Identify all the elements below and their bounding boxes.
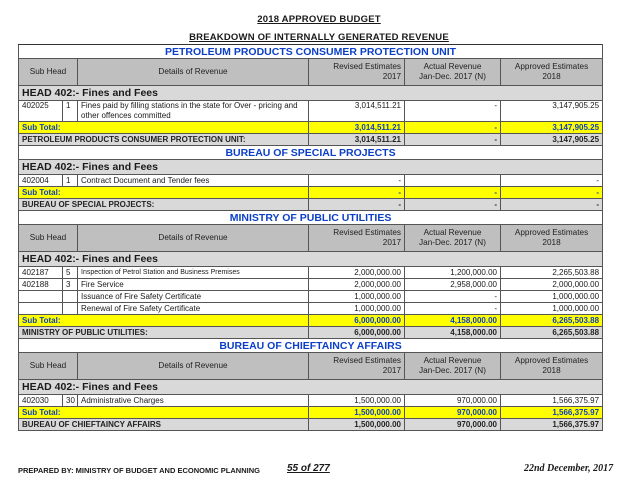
col-actual: Actual Revenue Jan-Dec. 2017 (N) bbox=[405, 59, 501, 86]
row-revised: 3,014,511.21 bbox=[309, 101, 405, 122]
section-title-row bbox=[19, 45, 603, 59]
subtotal-revised: 6,000,000.00 bbox=[309, 315, 405, 327]
subtotal-row bbox=[19, 122, 603, 134]
subtotal-label: Sub Total: bbox=[19, 315, 309, 327]
subtotal-row bbox=[19, 187, 603, 199]
document-title: 2018 APPROVED BUDGET bbox=[257, 14, 381, 25]
row-actual: 970,000.00 bbox=[405, 395, 501, 407]
row-number bbox=[63, 303, 78, 315]
total-approved: 3,147,905.25 bbox=[501, 134, 603, 146]
row-approved: 2,000,000.00 bbox=[501, 279, 603, 291]
head-row bbox=[19, 86, 603, 101]
revenue-table bbox=[18, 44, 603, 431]
head-label: HEAD 402:- Fines and Fees bbox=[19, 252, 603, 267]
row-number: 1 bbox=[63, 175, 78, 187]
row-actual: - bbox=[405, 291, 501, 303]
subtotal-approved: 1,566,375.97 bbox=[501, 407, 603, 419]
head-label: HEAD 402:- Fines and Fees bbox=[19, 86, 603, 101]
section-title: BUREAU OF SPECIAL PROJECTS bbox=[19, 146, 603, 160]
subtotal-row bbox=[19, 407, 603, 419]
row-code: 402188 bbox=[19, 279, 63, 291]
section-title: PETROLEUM PRODUCTS CONSUMER PROTECTION UNIT bbox=[19, 45, 603, 59]
subtotal-revised: 3,014,511.21 bbox=[309, 122, 405, 134]
col-sub-head: Sub Head bbox=[19, 225, 78, 252]
row-code: 402025 bbox=[19, 101, 63, 122]
column-header-row bbox=[19, 225, 603, 252]
head-row bbox=[19, 252, 603, 267]
page-number: 55 of 277 bbox=[287, 463, 330, 474]
row-description: Contract Document and Tender fees bbox=[78, 175, 309, 187]
col-approved: Approved Estimates 2018 bbox=[501, 59, 603, 86]
col-revised: Revised Estimates 2017 bbox=[309, 59, 405, 86]
row-code bbox=[19, 291, 63, 303]
row-number bbox=[63, 291, 78, 303]
row-revised: 2,000,000.00 bbox=[309, 267, 405, 279]
head-row bbox=[19, 160, 603, 175]
row-approved: 2,265,503.88 bbox=[501, 267, 603, 279]
subtotal-row bbox=[19, 315, 603, 327]
total-revised: - bbox=[309, 199, 405, 211]
total-label: BUREAU OF CHIEFTAINCY AFFAIRS bbox=[19, 419, 309, 431]
total-approved: - bbox=[501, 199, 603, 211]
total-revised: 3,014,511.21 bbox=[309, 134, 405, 146]
subtotal-approved: - bbox=[501, 187, 603, 199]
subtotal-actual: 970,000.00 bbox=[405, 407, 501, 419]
row-description: Inspection of Petrol Station and Business Premises bbox=[78, 267, 309, 279]
subtotal-revised: - bbox=[309, 187, 405, 199]
section-total-row bbox=[19, 419, 603, 431]
section-total-row bbox=[19, 199, 603, 211]
subtotal-actual: 4,158,000.00 bbox=[405, 315, 501, 327]
total-actual: 970,000.00 bbox=[405, 419, 501, 431]
row-code: 402004 bbox=[19, 175, 63, 187]
total-revised: 6,000,000.00 bbox=[309, 327, 405, 339]
table-row bbox=[19, 279, 603, 291]
row-actual: 1,200,000.00 bbox=[405, 267, 501, 279]
table-row bbox=[19, 101, 603, 122]
head-row bbox=[19, 380, 603, 395]
row-actual: - bbox=[405, 303, 501, 315]
total-label: MINISTRY OF PUBLIC UTILITIES: bbox=[19, 327, 309, 339]
row-revised: - bbox=[309, 175, 405, 187]
section-title-row bbox=[19, 339, 603, 353]
subtotal-label: Sub Total: bbox=[19, 122, 309, 134]
total-approved: 1,566,375.97 bbox=[501, 419, 603, 431]
section-title: MINISTRY OF PUBLIC UTILITIES bbox=[19, 211, 603, 225]
row-description: Issuance of Fire Safety Certificate bbox=[78, 291, 309, 303]
column-header-row bbox=[19, 353, 603, 380]
col-approved: Approved Estimates 2018 bbox=[501, 353, 603, 380]
row-description: Administrative Charges bbox=[78, 395, 309, 407]
row-number: 30 bbox=[63, 395, 78, 407]
prepared-by: PREPARED BY: MINISTRY OF BUDGET AND ECONOMIC PLANNING bbox=[18, 466, 260, 475]
section-total-row bbox=[19, 134, 603, 146]
subtotal-approved: 6,265,503.88 bbox=[501, 315, 603, 327]
subtotal-actual: - bbox=[405, 122, 501, 134]
subtotal-revised: 1,500,000.00 bbox=[309, 407, 405, 419]
subtotal-approved: 3,147,905.25 bbox=[501, 122, 603, 134]
row-actual: 2,958,000.00 bbox=[405, 279, 501, 291]
row-revised: 1,000,000.00 bbox=[309, 291, 405, 303]
row-number: 5 bbox=[63, 267, 78, 279]
total-actual: - bbox=[405, 199, 501, 211]
row-code bbox=[19, 303, 63, 315]
col-revised: Revised Estimates 2017 bbox=[309, 225, 405, 252]
total-revised: 1,500,000.00 bbox=[309, 419, 405, 431]
col-sub-head: Sub Head bbox=[19, 59, 78, 86]
table-row bbox=[19, 175, 603, 187]
row-number: 3 bbox=[63, 279, 78, 291]
row-approved: 1,000,000.00 bbox=[501, 291, 603, 303]
table-row bbox=[19, 267, 603, 279]
row-description: Fire Service bbox=[78, 279, 309, 291]
document-date: 22nd December, 2017 bbox=[524, 463, 614, 474]
total-approved: 6,265,503.88 bbox=[501, 327, 603, 339]
subtotal-label: Sub Total: bbox=[19, 407, 309, 419]
col-sub-head: Sub Head bbox=[19, 353, 78, 380]
table-row bbox=[19, 303, 603, 315]
col-revised: Revised Estimates 2017 bbox=[309, 353, 405, 380]
total-label: BUREAU OF SPECIAL PROJECTS: bbox=[19, 199, 309, 211]
col-details: Details of Revenue bbox=[78, 225, 309, 252]
row-code: 402187 bbox=[19, 267, 63, 279]
total-actual: - bbox=[405, 134, 501, 146]
row-actual: - bbox=[405, 101, 501, 122]
col-actual: Actual Revenue Jan-Dec. 2017 (N) bbox=[405, 353, 501, 380]
head-label: HEAD 402:- Fines and Fees bbox=[19, 380, 603, 395]
col-approved: Approved Estimates 2018 bbox=[501, 225, 603, 252]
subtotal-label: Sub Total: bbox=[19, 187, 309, 199]
section-title-row bbox=[19, 211, 603, 225]
row-revised: 2,000,000.00 bbox=[309, 279, 405, 291]
section-title: BUREAU OF CHIEFTAINCY AFFAIRS bbox=[19, 339, 603, 353]
section-total-row bbox=[19, 327, 603, 339]
row-approved: - bbox=[501, 175, 603, 187]
col-actual: Actual Revenue Jan-Dec. 2017 (N) bbox=[405, 225, 501, 252]
col-details: Details of Revenue bbox=[78, 59, 309, 86]
row-revised: 1,000,000.00 bbox=[309, 303, 405, 315]
document-subtitle: BREAKDOWN OF INTERNALLY GENERATED REVENUE bbox=[189, 32, 449, 43]
row-approved: 3,147,905.25 bbox=[501, 101, 603, 122]
row-description: Renewal of Fire Safety Certificate bbox=[78, 303, 309, 315]
total-label: PETROLEUM PRODUCTS CONSUMER PROTECTION UNIT: bbox=[19, 134, 309, 146]
row-code: 402030 bbox=[19, 395, 63, 407]
row-description: Fines paid by filling stations in the state for Over - pricing and other offences committed bbox=[78, 101, 309, 122]
row-revised: 1,500,000.00 bbox=[309, 395, 405, 407]
table-row bbox=[19, 395, 603, 407]
total-actual: 4,158,000.00 bbox=[405, 327, 501, 339]
col-details: Details of Revenue bbox=[78, 353, 309, 380]
row-actual bbox=[405, 175, 501, 187]
column-header-row bbox=[19, 59, 603, 86]
subtotal-actual: - bbox=[405, 187, 501, 199]
head-label: HEAD 402:- Fines and Fees bbox=[19, 160, 603, 175]
row-approved: 1,566,375.97 bbox=[501, 395, 603, 407]
section-title-row bbox=[19, 146, 603, 160]
row-number: 1 bbox=[63, 101, 78, 122]
table-row bbox=[19, 291, 603, 303]
row-approved: 1,000,000.00 bbox=[501, 303, 603, 315]
